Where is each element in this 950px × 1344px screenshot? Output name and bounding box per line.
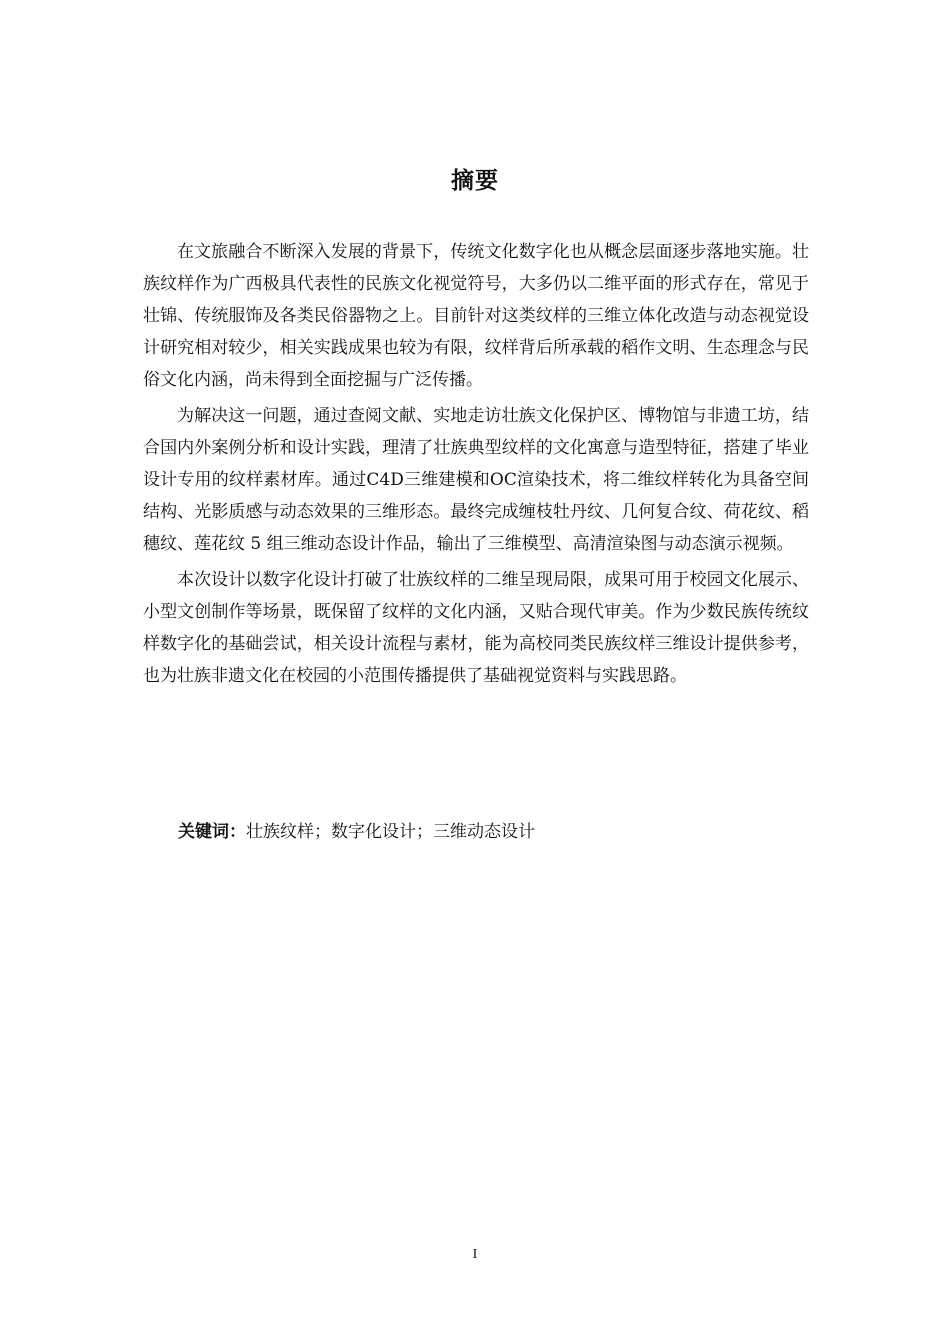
page-title: 摘要 xyxy=(451,168,499,194)
page-number: I xyxy=(472,1247,478,1262)
keywords-line xyxy=(178,818,535,846)
abstract-paragraph: 为解决这一问题，通过查阅文献、实地走访壮族文化保护区、博物馆与非遗工坊，结合国内外案例分析和设计实践，理清了壮族典型纹样的文化寓意与造型特征，搭建了毕业设计专用的纹样素材库。通过C4D三维建模和OC渲染技术，将二维纹样转化为具备空间结构、光影质感与动态效果的三维形态。最终完成缠枝牡丹纹、几何复合纹、荷花纹、稻穗纹、莲花纹 5 组三维动态设计作品，输出了三维模型、高清渲染图与动态演示视频。 xyxy=(143,406,809,554)
keywords-text: 壮族纹样；数字化设计；三维动态设计 xyxy=(246,822,535,842)
abstract-paragraph: 本次设计以数字化设计打破了壮族纹样的二维呈现局限，成果可用于校园文化展示、小型文创制作等场景，既保留了纹样的文化内涵，又贴合现代审美。作为少数民族传统纹样数字化的基础尝试，相关设计流程与素材，能为高校同类民族纹样三维设计提供参考，也为壮族非遗文化在校园的小范围传播提供了基础视觉资料与实践思路。 xyxy=(143,570,809,686)
abstract-body xyxy=(143,236,809,696)
keywords-label: 关键词： xyxy=(178,822,246,842)
abstract-paragraph: 在文旅融合不断深入发展的背景下，传统文化数字化也从概念层面逐步落地实施。壮族纹样作为广西极具代表性的民族文化视觉符号，大多仍以二维平面的形式存在，常见于壮锦、传统服饰及各类民俗器物之上。目前针对这类纹样的三维立体化改造与动态视觉设计研究相对较少，相关实践成果也较为有限，纹样背后所承载的稻作文明、生态理念与民俗文化内涵，尚未得到全面挖掘与广泛传播。 xyxy=(143,242,809,390)
